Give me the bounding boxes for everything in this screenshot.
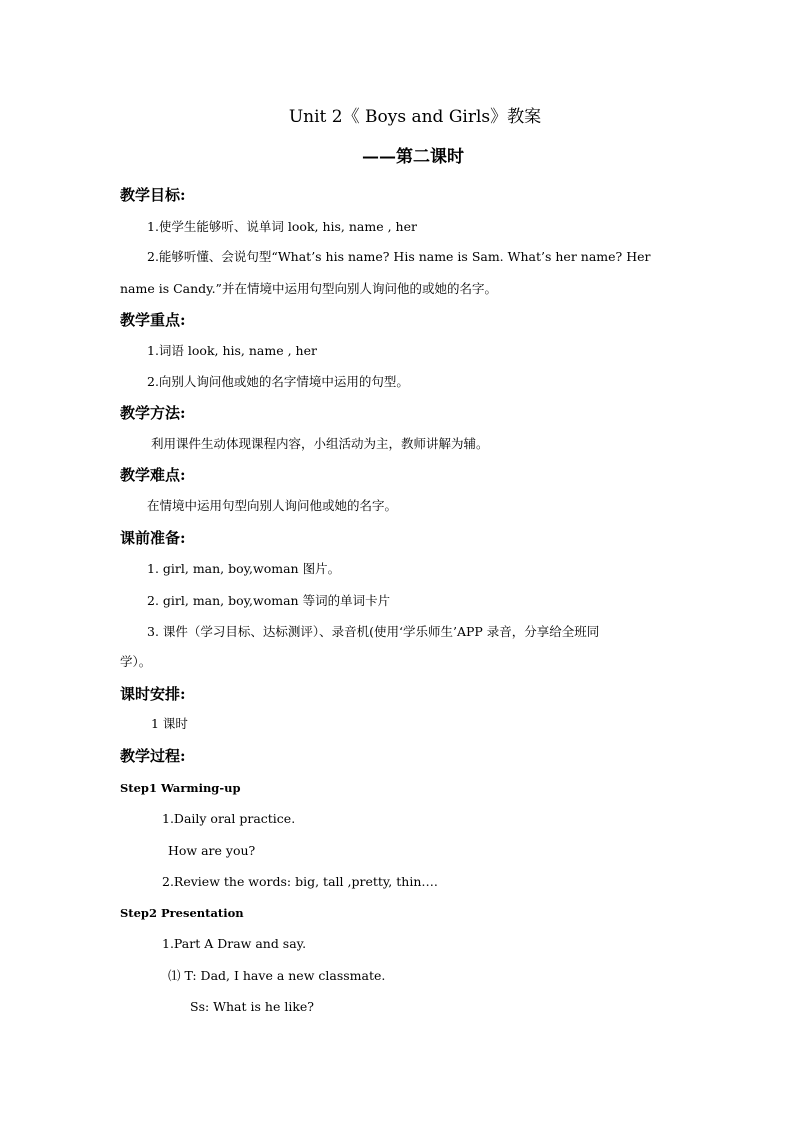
preparation-line-2: 2. girl, man, boy,woman 等词的单词卡片 — [147, 593, 391, 608]
preparation-line-4: 学）。 — [120, 654, 152, 669]
heading-objectives: 教学目标: — [120, 186, 186, 204]
key-points-line-2: 2.向别人询问他或她的名字情境中运用的句型。 — [147, 374, 409, 389]
preparation-line-3: 3. 课件（学习目标、达标测评）、录音机(使用‘学乐师生’APP 录音，分享给全班同 — [147, 624, 600, 639]
key-points-line-1: 1.词语 look, his, name , her — [147, 343, 317, 358]
methods-line-1: 利用课件生动体现课程内容，小组活动为主，教师讲解为辅。 — [151, 436, 489, 451]
heading-key-points: 教学重点: — [120, 311, 186, 329]
preparation-line-1: 1. girl, man, boy,woman 图片。 — [147, 561, 341, 576]
step2-line-3: Ss: What is he like? — [190, 999, 314, 1014]
heading-methods: 教学方法: — [120, 404, 186, 422]
step2-line-1: 1.Part A Draw and say. — [162, 936, 307, 951]
difficulties-line-1: 在情境中运用句型向别人询问他或她的名字。 — [147, 498, 398, 513]
step2-line-2: ⑴ T: Dad, I have a new classmate. — [168, 968, 386, 983]
heading-process: 教学过程: — [120, 747, 186, 765]
step2-title: Step2 Presentation — [120, 906, 244, 920]
document-title: Unit 2《 Boys and Girls》教案 — [288, 107, 542, 127]
step1-line-3: 2.Review the words: big, tall ,pretty, thin…. — [162, 874, 438, 889]
schedule-line-1: 1 课时 — [151, 716, 188, 731]
step1-line-1: 1.Daily oral practice. — [162, 811, 296, 826]
objectives-line-3: name is Candy.”并在情境中运用句型向别人询问他的或她的名字。 — [120, 281, 497, 296]
heading-difficulties: 教学难点: — [120, 466, 186, 484]
step1-line-2: How are you? — [168, 843, 256, 858]
document-subtitle: ——第二课时 — [362, 147, 464, 167]
heading-preparation: 课前准备: — [120, 529, 186, 547]
objectives-line-2: 2.能够听懂、会说句型“What’s his name? His name is Sam. What’s her name? Her — [147, 249, 651, 264]
objectives-line-1: 1.使学生能够听、说单词 look, his, name , her — [147, 219, 417, 234]
step1-title: Step1 Warming-up — [120, 781, 241, 795]
heading-schedule: 课时安排: — [120, 685, 186, 703]
